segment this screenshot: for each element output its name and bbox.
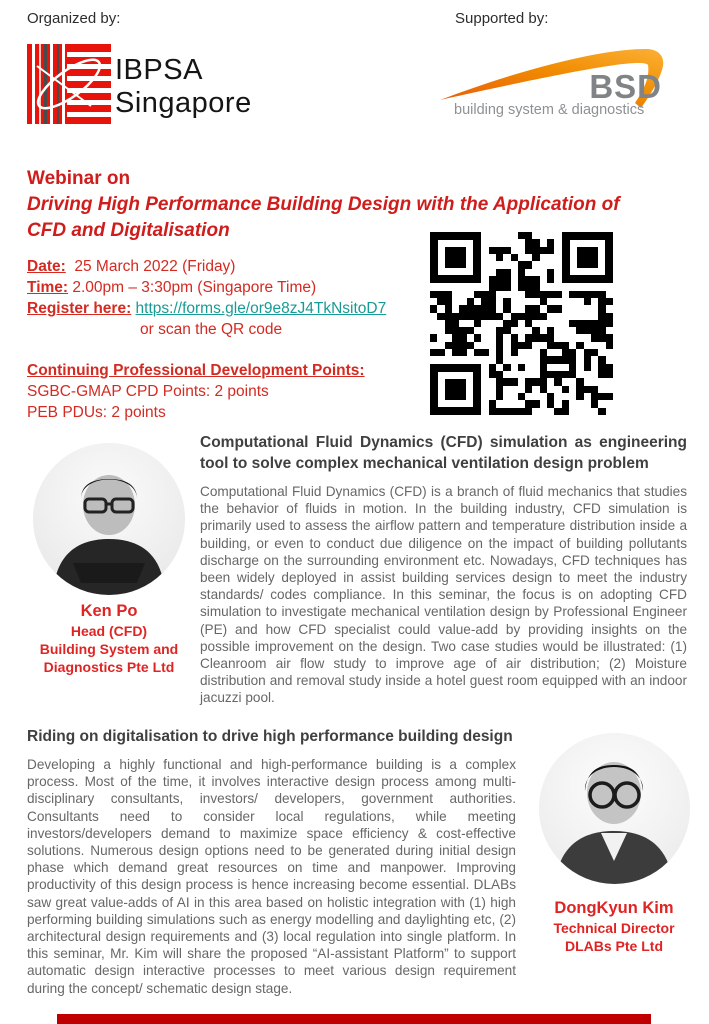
register-line bbox=[27, 298, 386, 319]
webinar-title-line1: Driving High Performance Building Design with the Application of bbox=[27, 194, 620, 215]
speaker-role: Head (CFD) bbox=[70, 623, 148, 639]
webinar-on-label: Webinar on bbox=[27, 168, 131, 189]
date-label: Date: bbox=[27, 258, 66, 275]
supported-by-label: Supported by: bbox=[455, 10, 549, 27]
speaker-photo-dongkyun-kim bbox=[539, 733, 690, 884]
cpd-line-sgbc: SGBC-GMAP CPD Points: 2 points bbox=[27, 383, 269, 400]
footer-bar bbox=[57, 1014, 651, 1024]
speaker-name: DongKyun Kim bbox=[554, 899, 674, 917]
speaker-info-dongkyun-kim bbox=[519, 898, 709, 955]
time-line bbox=[27, 277, 386, 298]
event-details bbox=[27, 256, 386, 340]
qr-code bbox=[430, 232, 613, 415]
speaker-role: Technical Director bbox=[553, 920, 675, 936]
cpd-section bbox=[27, 360, 365, 423]
bsd-logo-name: BSD bbox=[589, 68, 662, 105]
speaker-info-ken-po bbox=[14, 601, 204, 676]
speaker-org-line1: Building System and bbox=[39, 641, 179, 657]
ibpsa-logo-line1: IBPSA bbox=[115, 53, 203, 86]
register-label: Register here: bbox=[27, 300, 132, 317]
speaker-org-line2: Diagnostics Pte Ltd bbox=[43, 659, 175, 675]
talk-title-cfd: Computational Fluid Dynamics (CFD) simulation as engineering tool to solve complex mechanical ventilation design problem bbox=[200, 434, 687, 472]
speaker-name: Ken Po bbox=[80, 602, 138, 620]
date-value: 25 March 2022 (Friday) bbox=[65, 258, 236, 275]
talk-abstract-cfd: Computational Fluid Dynamics (CFD) is a branch of fluid mechanics that studies the behavior of fluids in motion. In the building industry, CFD simulation is primarily used to assess the airflow pattern and temperature distribution inside a building, or even to conduct due diligence on the impact of building pollutants discharge on the surrounding environment etc. Nowadays, CFD techniques has been widely deployed in assist building services design to meet the industry standards/ codes compliance. In this seminar, the focus is on adopting CFD simulation to investigate mechanical ventilation design by Professional Engineer (PE) and how CFD specialist could value-add by providing insights on the possible improvement on the design. Two case studies would be illustrated: (1) Cleanroom air flow study to improve age of air distribution; (2) Moisture distribution and removal study inside a hotel guest room equipped with an indoor jacuzzi pool. bbox=[200, 484, 687, 706]
cpd-line-peb: PEB PDUs: 2 points bbox=[27, 404, 166, 421]
qr-note: or scan the QR code bbox=[140, 321, 283, 338]
organized-by-label: Organized by: bbox=[27, 10, 121, 27]
bsd-logo-tagline: building system & diagnostics bbox=[454, 102, 645, 118]
webinar-title-line2: CFD and Digitalisation bbox=[27, 220, 230, 241]
cpd-heading: Continuing Professional Development Points: bbox=[27, 362, 365, 379]
ibpsa-logo-text bbox=[115, 54, 252, 120]
registration-link[interactable]: https://forms.gle/or9e8zJ4TkNsitoD7 bbox=[135, 300, 387, 317]
ibpsa-logo bbox=[27, 44, 252, 129]
qr-finder-top-left bbox=[430, 232, 481, 283]
date-line bbox=[27, 256, 386, 277]
ibpsa-logo-icon bbox=[27, 44, 111, 129]
talk-title-digitalisation: Riding on digitalisation to drive high performance building design bbox=[27, 728, 513, 745]
speaker-org-line1: DLABs Pte Ltd bbox=[565, 938, 663, 954]
time-label: Time: bbox=[27, 279, 69, 296]
qr-finder-top-right bbox=[562, 232, 613, 283]
talk-abstract-digitalisation: Developing a highly functional and high-performance building is a complex process. Most of the time, it involves interactive design process among multi-disciplinary consultants, investors/ developers, government authorities. Consultants need to consider local regulations, while meeting investors/developers demand to maximize space efficiency & cost-effective solutions. Numerous design options need to be generated during initial design phase which demand great resources on time and manpower. Improving productivity of this design process is hence increasing become essential. DLABs saw great value-adds of AI in this area based on holistic integration with (1) high performing building simulations such as energy modelling and daylighting etc, (2) architectural design requirements and (3) local regulation into single platform. In this seminar, Mr. Kim will share the proposed “AI-assistant Platform” to support automatic design interactive processes to meet various design requirement during the concept/ schematic design stage. bbox=[27, 757, 516, 996]
qr-finder-bottom-left bbox=[430, 364, 481, 415]
time-value: 2.00pm – 3:30pm (Singapore Time) bbox=[68, 279, 317, 296]
speaker-photo-ken-po bbox=[33, 443, 185, 595]
ibpsa-logo-line2: Singapore bbox=[115, 86, 252, 119]
bsd-logo bbox=[438, 40, 670, 124]
